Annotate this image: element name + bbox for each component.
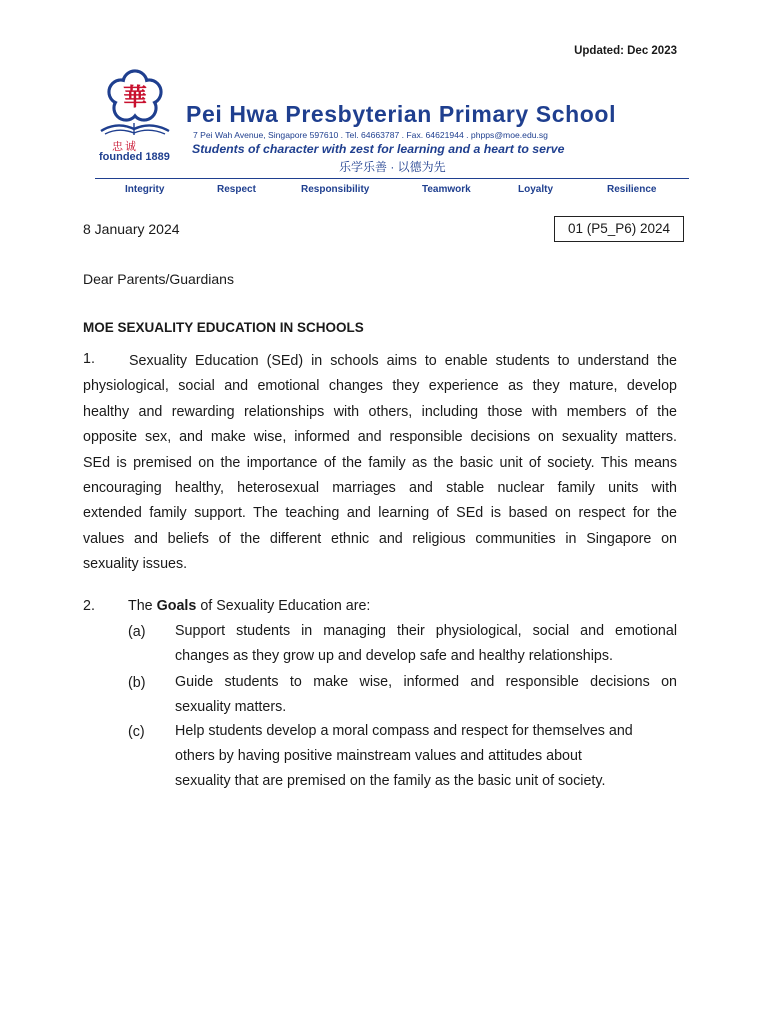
paragraph-line: sexuality issues.: [83, 556, 188, 573]
updated-date: Updated: Dec 2023: [574, 45, 677, 57]
value-resilience: Resilience: [607, 184, 657, 195]
school-tagline-chinese: 乐学乐善 · 以德为先: [339, 160, 446, 174]
goal-b-text: [175, 670, 677, 720]
paragraph-line: physiological, social and emotional changes they experience as they mature, develop: [83, 378, 677, 395]
salutation: Dear Parents/Guardians: [83, 271, 234, 287]
goal-line: Guide students to make wise, informed and responsible decisions on: [175, 674, 677, 690]
goal-a-text: [175, 619, 677, 669]
goal-line: others by having positive mainstream values and attitudes about: [175, 748, 582, 764]
paragraph-line: extended family support. The teaching and learning of SEd is based on respect for the: [83, 505, 677, 522]
paragraph-2-intro: The Goals of Sexuality Education are:: [128, 598, 371, 614]
goal-c-text: [175, 719, 677, 794]
paragraph-line: healthy and rewarding relationships with others, including those with members of the: [83, 403, 677, 420]
value-loyalty: Loyalty: [518, 184, 554, 195]
paragraph-line: opposite sex, and make wise, informed and responsible decisions on sexuality matters.: [83, 429, 677, 446]
paragraph-line: values and beliefs of the different ethnic and religious communities in Singapore on: [83, 530, 677, 547]
reference-number: 01 (P5_P6) 2024: [554, 216, 684, 242]
goal-c-label: (c): [128, 724, 145, 740]
logo-character: 華: [123, 83, 147, 111]
value-respect: Respect: [217, 184, 256, 195]
school-tagline: Students of character with zest for learning and a heart to serve: [192, 142, 565, 156]
goal-a-label: (a): [128, 624, 146, 640]
goal-line: sexuality matters.: [175, 699, 287, 715]
school-logo-icon: [95, 67, 175, 147]
paragraph-line: encouraging healthy, heterosexual marriages and stable nuclear family units with: [83, 480, 677, 497]
goals-emphasis: Goals: [156, 598, 197, 614]
goal-b-label: (b): [128, 675, 146, 691]
goal-line: Support students in managing their physiological, social and emotional: [175, 623, 677, 639]
goal-line: sexuality that are premised on the family as the basic unit of society.: [175, 773, 606, 789]
paragraph-1-number: 1.: [83, 351, 95, 367]
goal-line: changes as they grow up and develop safe and healthy relationships.: [175, 648, 613, 664]
letter-date: 8 January 2024: [83, 221, 180, 237]
value-integrity: Integrity: [125, 184, 165, 195]
goal-line: Help students develop a moral compass and respect for themselves and: [175, 723, 633, 739]
letter-heading: MOE SEXUALITY EDUCATION IN SCHOOLS: [83, 320, 364, 335]
founded-year: founded 1889: [99, 151, 170, 163]
paragraph-2-number: 2.: [83, 598, 95, 614]
value-responsibility: Responsibility: [301, 184, 370, 195]
paragraph-line: SEd is premised on the importance of the family as the basic unit of society. This means: [83, 454, 677, 471]
logo-motto-chinese: 忠诚: [112, 141, 138, 153]
paragraph-line: Sexuality Education (SEd) in schools aims to enable students to understand the: [129, 353, 677, 369]
value-teamwork: Teamwork: [422, 184, 471, 195]
school-name: Pei Hwa Presbyterian Primary School: [186, 101, 617, 127]
header-divider: [95, 178, 689, 179]
paragraph-1: [83, 349, 677, 578]
school-address: 7 Pei Wah Avenue, Singapore 597610 . Tel. 64663787 . Fax. 64621944 . phpps@moe.edu.sg: [193, 130, 548, 140]
